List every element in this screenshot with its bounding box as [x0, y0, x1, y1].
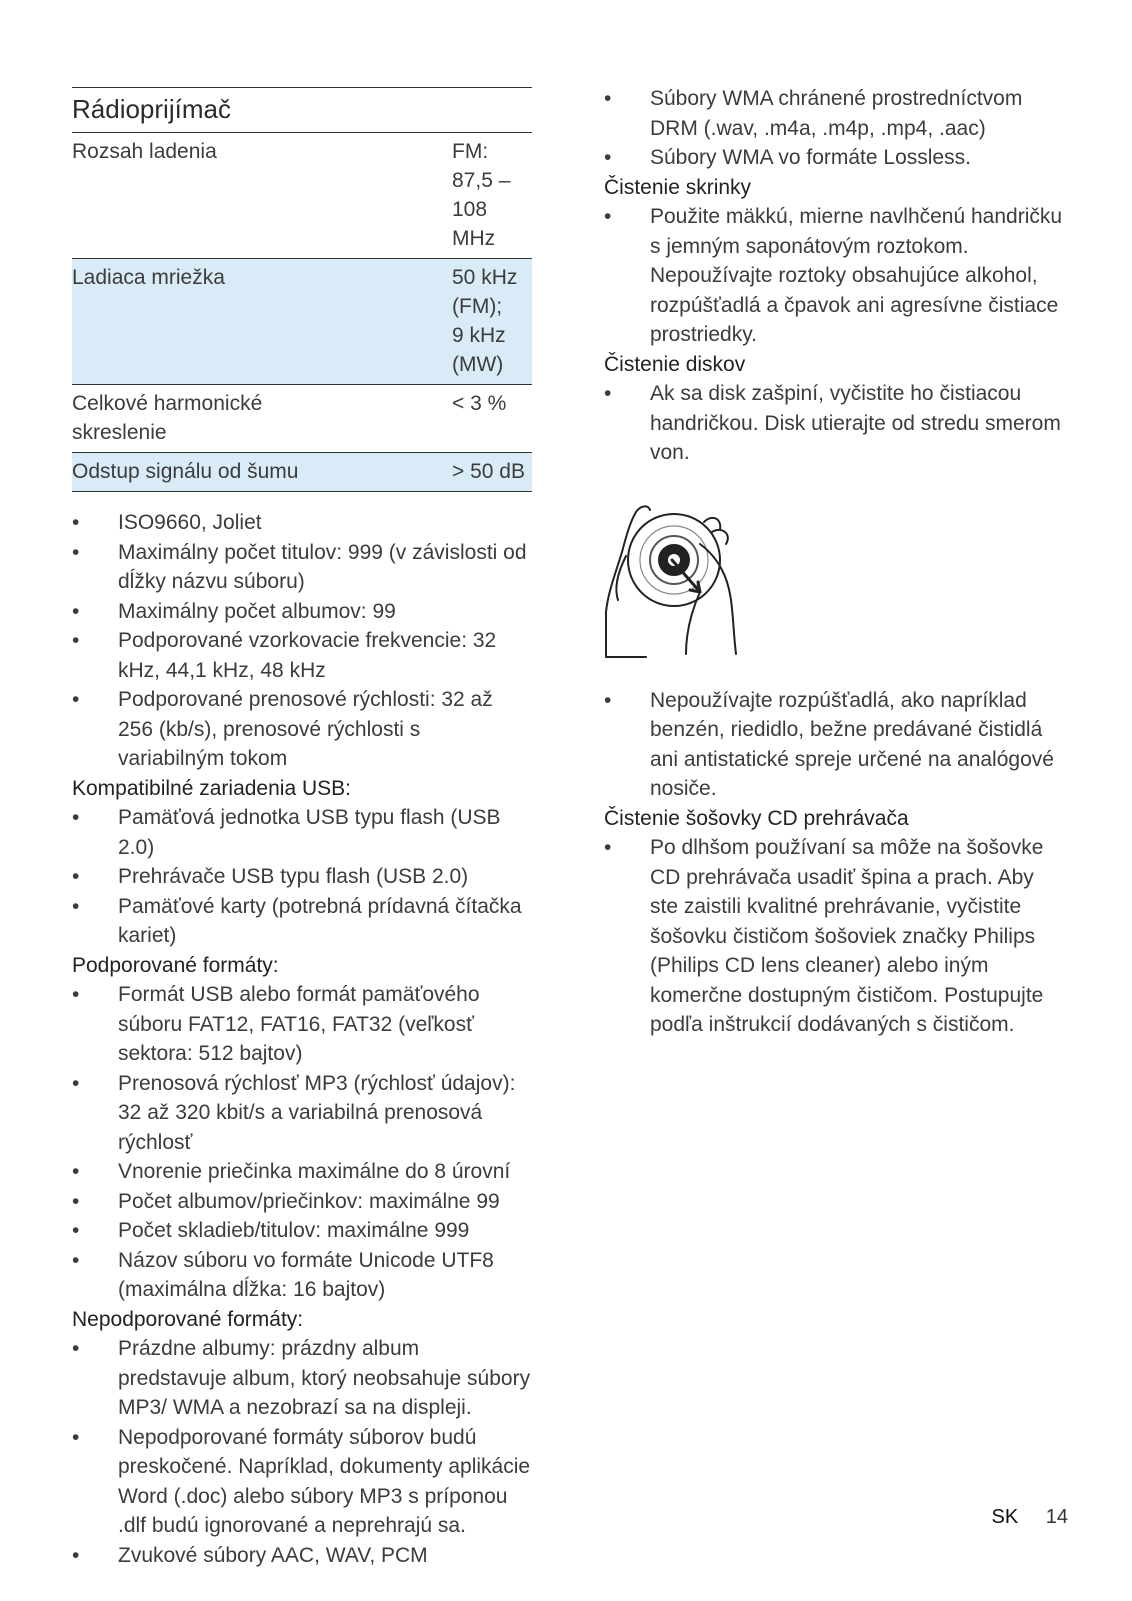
- spec-row: [72, 133, 532, 259]
- bullet: •: [72, 894, 80, 918]
- bullet: •: [72, 1189, 80, 1213]
- spec-row: [72, 453, 532, 492]
- spec-value: < 3 %: [452, 392, 507, 415]
- list-item: [72, 1187, 532, 1217]
- list-item: [72, 980, 532, 1069]
- cabinet-list: [604, 202, 1066, 350]
- bullet: •: [72, 806, 80, 829]
- spec-label: Odstup signálu od šumu: [72, 460, 299, 483]
- bullet: •: [72, 1219, 80, 1242]
- list-item: [604, 143, 1066, 173]
- list-item: [72, 538, 532, 597]
- disc-cleaning-illustration-icon: [604, 492, 744, 662]
- spec-value: FM: 87,5 – 108 MHz: [452, 140, 511, 250]
- list-item: [72, 1423, 532, 1541]
- list-item: [604, 686, 1066, 804]
- right-column: [604, 84, 1066, 1040]
- radio-section-title: Rádioprijímač: [72, 87, 532, 133]
- list-item: [604, 379, 1066, 468]
- list-item-text: Súbory WMA vo formáte Lossless.: [650, 146, 971, 169]
- bullet: •: [72, 511, 80, 534]
- bullet: •: [604, 382, 612, 405]
- bullet: •: [72, 540, 80, 564]
- bullet: •: [72, 1543, 80, 1567]
- list-item-text: Prenosová rýchlosť MP3 (rýchlosť údajov): 32 až 320 kbit/s a variabilná prenosová rýchlosť: [118, 1071, 516, 1154]
- disc-cleaning-svg: [604, 492, 744, 662]
- bullet: •: [72, 629, 80, 652]
- list-item-text: ISO9660, Joliet: [118, 511, 262, 534]
- list-item-text: Maximálny počet albumov: 99: [118, 599, 396, 623]
- list-item: [72, 1541, 532, 1571]
- bullet: •: [72, 1071, 80, 1095]
- unsupported-list: [72, 1334, 532, 1570]
- unsupported-heading: Nepodporované formáty:: [72, 1307, 304, 1331]
- list-item: [72, 626, 532, 685]
- bullet: •: [72, 1425, 80, 1449]
- list-item-text: Podporované vzorkovacie frekvencie: 32 kHz, 44,1 kHz, 48 kHz: [118, 629, 497, 682]
- page-number: 14: [1045, 1506, 1068, 1528]
- page-footer: [992, 1506, 1069, 1529]
- discs-heading: Čistenie diskov: [604, 352, 746, 376]
- bullet: •: [72, 599, 80, 623]
- list-item-text: Vnorenie priečinka maximálne do 8 úrovní: [118, 1160, 511, 1183]
- bullet: •: [604, 87, 612, 110]
- list-item: [72, 1334, 532, 1423]
- spec-label: Ladiaca mriežka: [72, 266, 225, 289]
- bullet: •: [72, 1160, 80, 1183]
- list-item: [72, 508, 532, 538]
- list-item-text: Nepodporované formáty súborov budú preskočené. Napríklad, dokumenty aplikácie Word (.doc) alebo súbory MP3 s príponou .dlf budú ignorované a neprehrajú sa.: [118, 1425, 531, 1537]
- bullet: •: [72, 983, 80, 1006]
- bullet: •: [604, 205, 612, 228]
- list-item-text: Ak sa disk zašpiní, vyčistite ho čistiacou handričkou. Disk utierajte od stredu smerom von.: [650, 382, 1061, 464]
- spec-row: [72, 385, 532, 453]
- list-item-text: Po dlhšom používaní sa môže na šošovke CD prehrávača usadiť špina a prach. Aby ste zaistili kvalitné prehrávanie, vyčistite šošovku čističom šošoviek značky Philips (Philips CD lens cleaner) alebo iným komerčne dostupným čističom. Postupujte podľa inštrukcií dodávaných s čističom.: [650, 836, 1044, 1036]
- spec-row: [72, 259, 532, 385]
- usb-list: [72, 803, 532, 951]
- format-list: [72, 508, 532, 774]
- list-item-text: Počet albumov/priečinkov: maximálne 99: [118, 1189, 500, 1213]
- bullet: •: [604, 836, 612, 859]
- list-item: [72, 1069, 532, 1158]
- spec-label: Celkové harmonické skreslenie: [72, 392, 263, 444]
- list-item: [72, 685, 532, 774]
- radio-spec-table: [72, 133, 532, 492]
- list-item: [604, 84, 1066, 143]
- bullet: •: [72, 688, 80, 711]
- list-item-text: Počet skladieb/titulov: maximálne 999: [118, 1219, 470, 1242]
- discs-list: [604, 379, 1066, 468]
- list-item: [72, 862, 532, 892]
- bullet: •: [72, 1248, 80, 1272]
- list-item-text: Prázdne albumy: prázdny album predstavuje album, ktorý neobsahuje súbory MP3/ WMA a nezobrazí sa na displeji.: [118, 1337, 531, 1419]
- list-item-text: Pamäťová jednotka USB typu flash (USB 2.0): [118, 806, 501, 859]
- list-item-text: Použite mäkkú, mierne navlhčenú handričku s jemným saponátovým roztokom. Nepoužívajte roztoky obsahujúce alkohol, rozpúšťadlá a čpavok ani agresívne čistiace prostriedky.: [650, 205, 1063, 346]
- list-item: [72, 1157, 532, 1187]
- list-item: [72, 803, 532, 862]
- list-item-text: Prehrávače USB typu flash (USB 2.0): [118, 865, 469, 888]
- list-item-text: Názov súboru vo formáte Unicode UTF8 (maximálna dĺžka: 16 bajtov): [118, 1248, 494, 1301]
- lens-heading: Čistenie šošovky CD prehrávača: [604, 806, 909, 830]
- spec-value: > 50 dB: [452, 460, 525, 483]
- bullet: •: [72, 1337, 80, 1360]
- discs-warning-list: [604, 686, 1066, 804]
- list-item: [72, 892, 532, 951]
- left-column: [72, 87, 532, 1570]
- usb-heading: Kompatibilné zariadenia USB:: [72, 776, 351, 800]
- list-item-text: Maximálny počet titulov: 999 (v závislosti od dĺžky názvu súboru): [118, 540, 527, 593]
- unsupported-list-continued: [604, 84, 1066, 173]
- list-item-text: Nepoužívajte rozpúšťadlá, ako napríklad benzén, riedidlo, bežne predávané čistidlá ani antistatické spreje určené na analógové nosiče.: [650, 688, 1054, 800]
- bullet: •: [604, 146, 612, 169]
- list-item: [604, 202, 1066, 350]
- cabinet-heading: Čistenie skrinky: [604, 175, 752, 199]
- list-item: [72, 1216, 532, 1246]
- spec-value: 50 kHz (FM); 9 kHz (MW): [452, 266, 518, 376]
- list-item-text: Pamäťové karty (potrebná prídavná čítačka kariet): [118, 894, 522, 947]
- lens-list: [604, 833, 1066, 1040]
- list-item-text: Formát USB alebo formát pamäťového súboru FAT12, FAT16, FAT32 (veľkosť sektora: 512 bajtov): [118, 983, 480, 1065]
- bullet: •: [604, 688, 612, 712]
- supported-list: [72, 980, 532, 1305]
- language-code: SK: [991, 1506, 1019, 1528]
- bullet: •: [72, 865, 80, 888]
- list-item: [604, 833, 1066, 1040]
- spec-label: Rozsah ladenia: [72, 140, 217, 163]
- list-item: [72, 597, 532, 627]
- list-item: [72, 1246, 532, 1305]
- list-item-text: Podporované prenosové rýchlosti: 32 až 256 (kb/s), prenosové rýchlosti s variabilným tokom: [118, 688, 493, 770]
- supported-heading: Podporované formáty:: [72, 953, 279, 977]
- list-item-text: Zvukové súbory AAC, WAV, PCM: [118, 1543, 428, 1567]
- list-item-text: Súbory WMA chránené prostredníctvom DRM (.wav, .m4a, .m4p, .mp4, .aac): [650, 87, 1023, 140]
